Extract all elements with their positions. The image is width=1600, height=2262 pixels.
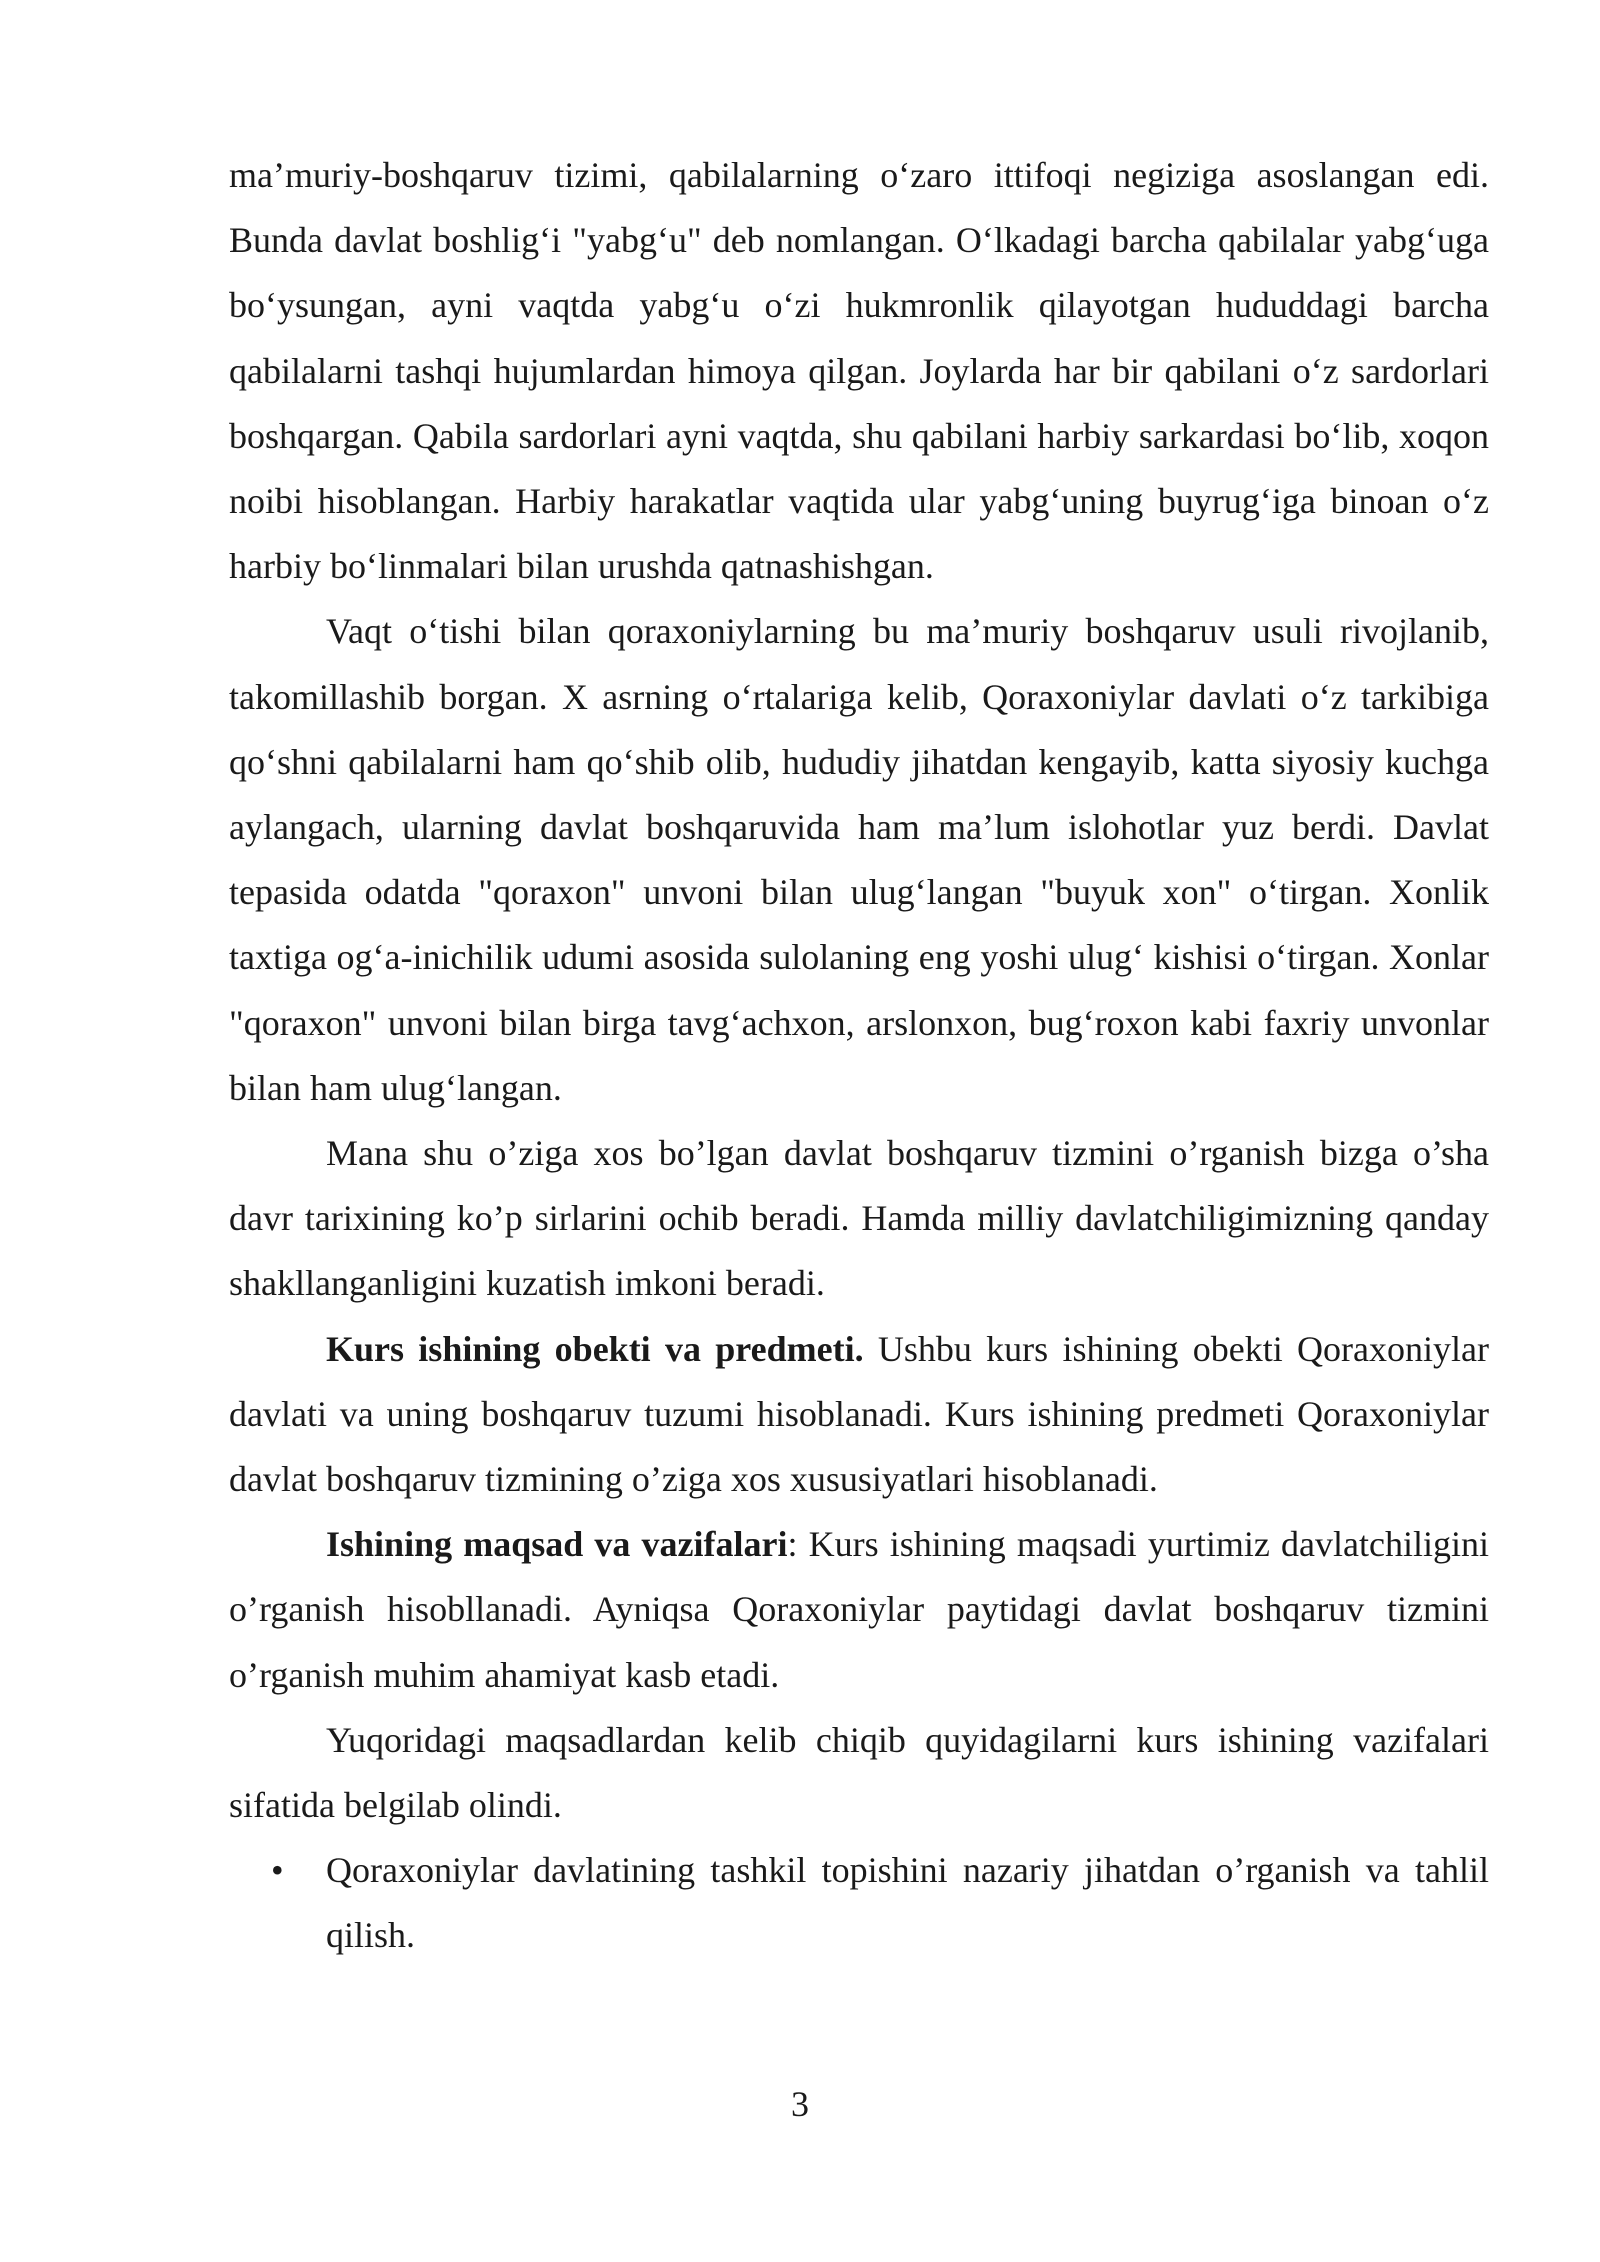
page-number: 3 — [791, 2084, 809, 2124]
list-item — [229, 1838, 1489, 1968]
bullet-icon: • — [271, 1850, 284, 1891]
paragraph-administrative-system: ma’muriy-boshqaruv tizimi, qabilalarning o‘zaro ittifoqi negiziga asoslangan edi. Bunda davlat boshlig‘i "yabg‘u" deb nomlangan. O‘lkadagi barcha qabilalar yabg‘uga bo‘ysungan, ayni vaqtda yabg‘u o‘zi hukmronlik qilayotgan hududdagi barcha qabilalarni tashqi hujumlardan himoya qilgan. Joylarda har bir qabilani o‘z sardorlari boshqargan. Qabila sardorlari ayni vaqtda, shu qabilani harbiy sarkardasi bo‘lib, xoqon noibi hisoblangan. Harbiy harakatlar vaqtida ular yabg‘uning buyrug‘iga binoan o‘z harbiy bo‘linmalari bilan urushda qatnashishgan. — [229, 155, 1489, 587]
text-object-subject: Ushbu kurs ishining obekti Qoraxoniylar davlati va uning boshqaruv tuzumi hisoblanadi. Kurs ishining predmeti Qoraxoniylar davlat boshqaruv tizmining o’ziga xos xususiyatlari hisoblanadi. — [229, 1328, 1489, 1500]
paragraph-object-subject — [229, 1317, 1489, 1513]
heading-object-subject: Kurs ishining obekti va predmeti. — [326, 1328, 864, 1369]
document-body — [229, 143, 1489, 1969]
list-item-text: Qoraxoniylar davlatining tashkil topishini nazariy jihatdan o’rganish va tahlil qilish. — [326, 1850, 1489, 1956]
text-goals-tasks: : Kurs ishining maqsadi yurtimiz davlatchiligini o’rganish hisobllanadi. Ayniqsa Qoraxoniylar paytidagi davlat boshqaruv tizmini o’rganish muhim ahamiyat kasb etadi. — [229, 1524, 1489, 1695]
paragraph-tasks-intro: Yuqoridagi maqsadlardan kelib chiqib quyidagilarni kurs ishining vazifalari sifatida belgilab olindi. — [229, 1719, 1489, 1826]
paragraph-administrative-evolution: Vaqt o‘tishi bilan qoraxoniylarning bu ma’muriy boshqaruv usuli rivojlanib, takomillashib borgan. X asrning o‘rtalariga kelib, Qoraxoniylar davlati o‘z tarkibiga qo‘shni qabilalarni ham qo‘shib olib, hududiy jihatdan kengayib, katta siyosiy kuchga aylangach, ularning davlat boshqaruvida ham ma’lum islohotlar yuz berdi. Davlat tepasida odatda "qoraxon" unvoni bilan ulug‘langan "buyuk xon" o‘tirgan. Xonlik taxtiga og‘a-inichilik udumi asosida sulolaning eng yoshi ulug‘ kishisi o‘tirgan. Xonlar "qoraxon" unvoni bilan birga tavg‘achxon, arslonxon, bug‘roxon kabi faxriy unvonlar bilan ham ulug‘langan. — [229, 611, 1489, 1108]
heading-goals-tasks: Ishining maqsad va vazifalari — [326, 1524, 788, 1565]
paragraph-study-significance: Mana shu o’ziga xos bo’lgan davlat boshqaruv tizmini o’rganish bizga o’sha davr tarixining ko’p sirlarini ochib beradi. Hamda milliy davlatchiligimizning qanday shakllanganligini kuzatish imkoni beradi. — [229, 1133, 1489, 1304]
paragraph-goals-tasks — [229, 1512, 1489, 1708]
tasks-list — [229, 1838, 1489, 1968]
